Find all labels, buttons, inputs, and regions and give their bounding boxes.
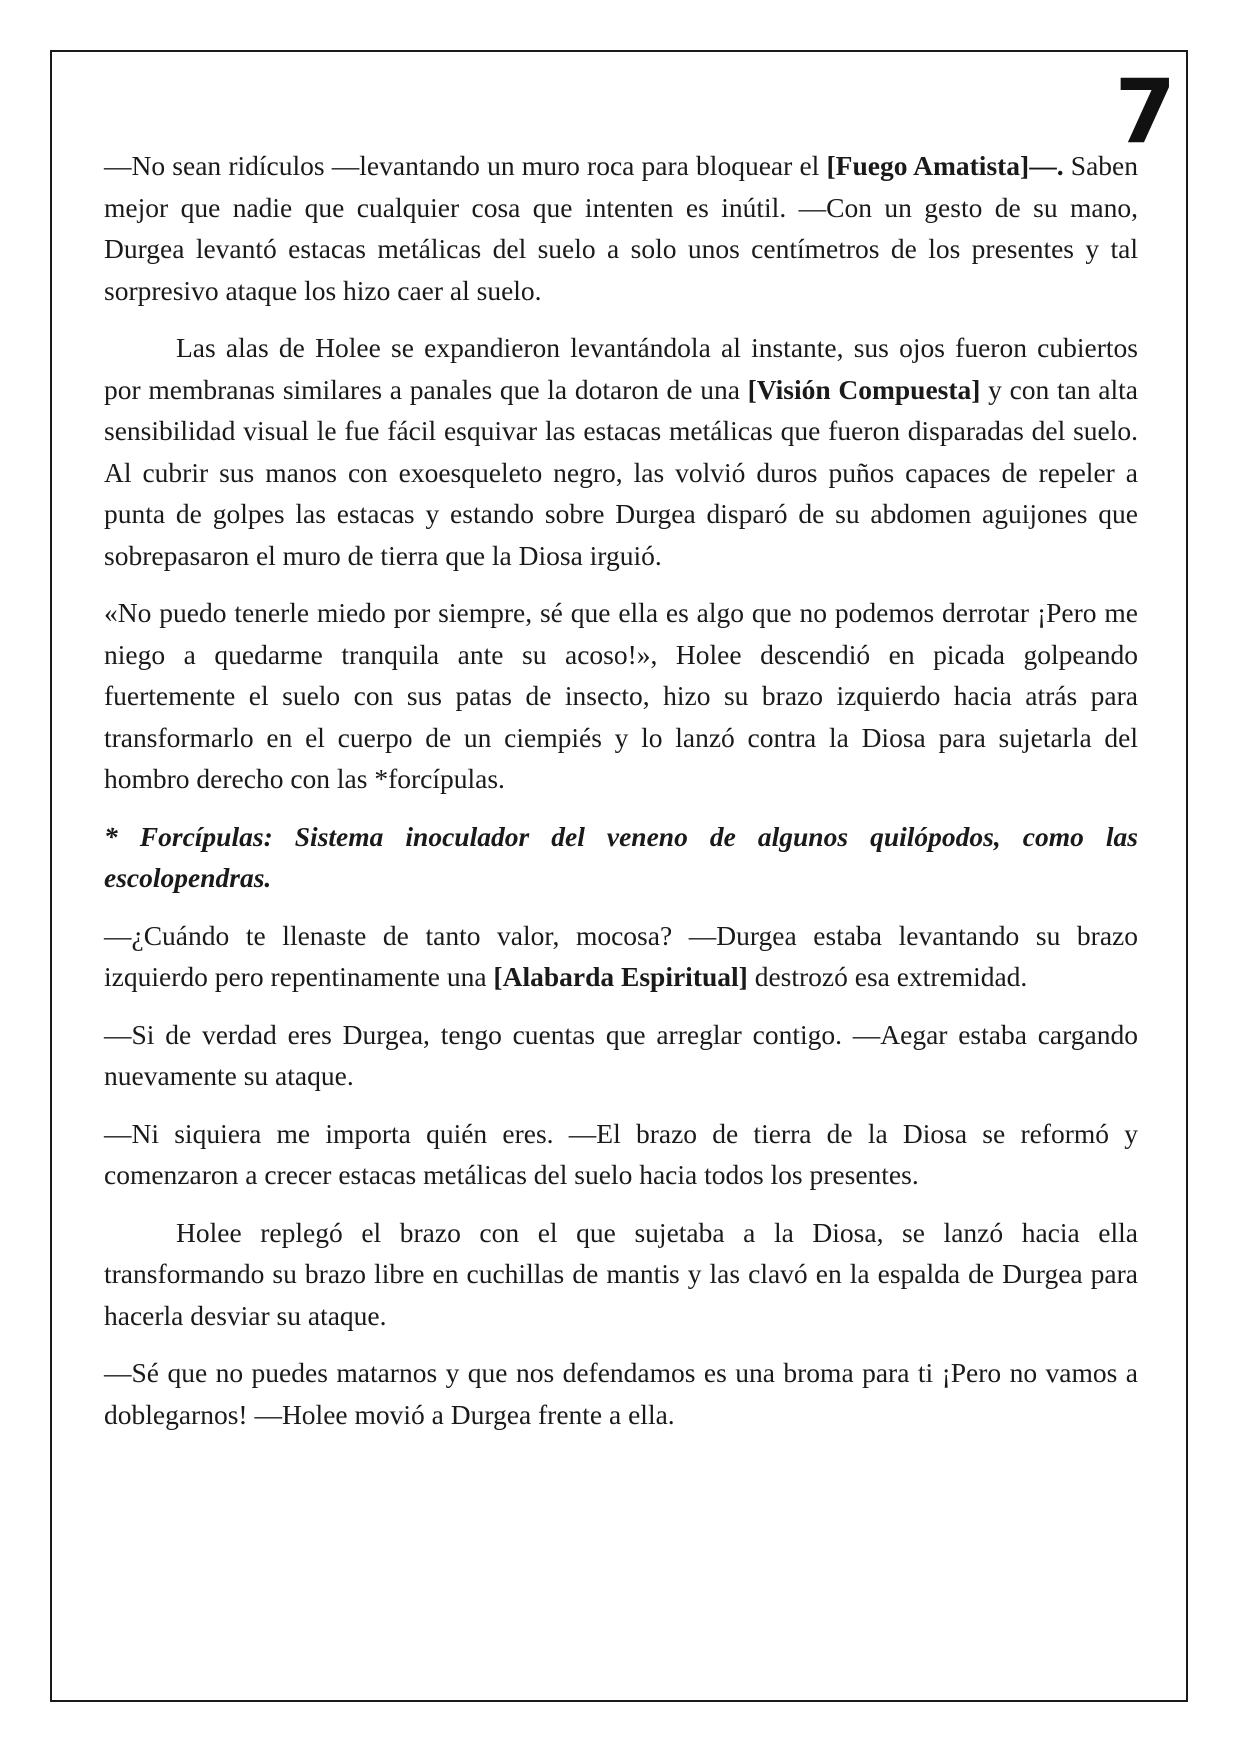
paragraph [104,145,1138,311]
text-run: —Si de verdad eres Durgea, tengo cuentas que arreglar contigo. —Aegar estaba cargando nuevamente su ataque. [104,1018,1138,1091]
text-run: «No puedo tenerle miedo por siempre, sé que ella es algo que no podemos derrotar ¡Pero me niego a quedarme tranquila ante su acoso!», Holee descendió en picada golpeando fuertemente el suelo con sus patas de insecto, hizo su brazo izquierdo hacia atrás para transformarlo en el cuerpo de un ciempiés y lo lanzó contra la Diosa para sujetarla del hombro derecho con las *forcípulas. [104,597,1138,794]
text-run: destrozó esa extremidad. [747,961,1028,992]
page-text [104,145,1138,1451]
text-run: —Ni siquiera me importa quién eres. —El brazo de tierra de la Diosa se reformó y comenzaron a crecer estacas metálicas del suelo hacia todos los presentes. [104,1117,1138,1190]
bold-term: [Visión Compuesta] [747,373,981,405]
text-run: —¿Cuándo te llenaste de tanto valor, mocosa? —Durgea estaba levantando su brazo izquierdo pero repentinamente una [104,919,1138,992]
text-run: * Forcípulas: Sistema inoculador del veneno de algunos quilópodos, como las escolopendras. [104,820,1138,893]
bold-term: [Fuego Amatista]—. [826,150,1064,181]
paragraph [104,1113,1138,1196]
footnote [104,816,1138,899]
text-run: Holee replegó el brazo con el que sujetaba a la Diosa, se lanzó hacia ella transformando su brazo libre en cuchillas de mantis y las clavó en la espalda de Durgea para hacerla desviar su ataque. [104,1216,1138,1331]
paragraph [104,1212,1138,1337]
paragraph [104,1014,1138,1097]
page-number: 7 [1114,60,1176,163]
text-run: —Sé que no puedes matarnos y que nos defendamos es una broma para ti ¡Pero no vamos a doblegarnos! —Holee movió a Durgea frente a ella. [104,1357,1138,1430]
paragraph [104,915,1138,998]
text-run: —No sean ridículos —levantando un muro roca para bloquear el [104,150,827,181]
text-run: Saben mejor que nadie que cualquier cosa que intenten es inútil. —Con un gesto de su mano, Durgea levantó estacas metálicas del suelo a solo unos centímetros de los presentes y tal sorpresivo ataque los hizo caer al suelo. [104,150,1138,306]
text-run: y con tan alta sensibilidad visual le fue fácil esquivar las estacas metálicas que fueron disparadas del suelo. Al cubrir sus manos con exoesqueleto negro, las volvió duros puños capaces de repeler a punta de golpes las estacas y estando sobre Durgea disparó de su abdomen aguijones que sobrepasaron el muro de tierra que la Diosa irguió. [104,373,1138,571]
paragraph [104,1352,1138,1435]
text-run: Las alas de Holee se expandieron levantándola al instante, sus ojos fueron cubiertos por membranas similares a panales que la dotaron de una [104,332,1138,405]
paragraph [104,592,1138,800]
paragraph [104,327,1138,576]
bold-term: [Alabarda Espiritual] [493,961,748,992]
